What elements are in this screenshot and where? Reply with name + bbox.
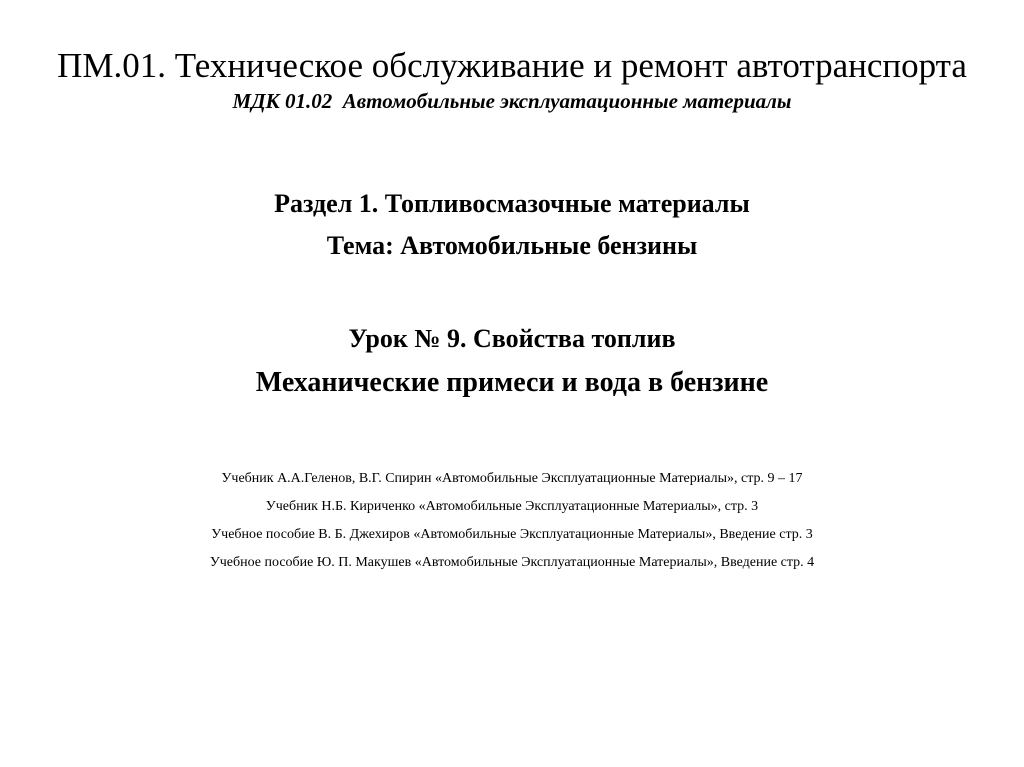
section-block	[0, 183, 1024, 267]
topic-title: Тема: Автомобильные бензины	[326, 231, 698, 260]
lesson-subtitle: Механические примеси и вода в бензине	[255, 367, 769, 398]
reference-item: Учебное пособие Ю. П. Макушев «Автомобильные Эксплуатационные Материалы», Введение стр. 4	[209, 555, 815, 570]
module-title: МДК 01.02 Автомобильные эксплуатационные материалы	[232, 89, 792, 113]
lesson-title: Урок № 9. Свойства топлив	[348, 324, 676, 353]
section-title: Раздел 1. Топливосмазочные материалы	[274, 189, 750, 218]
reference-item: Учебник А.А.Геленов, В.Г. Спирин «Автомобильные Эксплуатационные Материалы», стр. 9 – 17	[221, 471, 803, 486]
slide-header	[0, 44, 1024, 114]
references-list	[0, 465, 1024, 577]
lesson-block	[0, 318, 1024, 406]
reference-item: Учебное пособие В. Б. Джехиров «Автомобильные Эксплуатационные Материалы», Введение стр. 3	[211, 527, 813, 542]
course-title: ПМ.01. Техническое обслуживание и ремонт автотранспорта	[57, 46, 967, 85]
reference-item: Учебник Н.Б. Кириченко «Автомобильные Эксплуатационные Материалы», стр. 3	[265, 499, 759, 514]
